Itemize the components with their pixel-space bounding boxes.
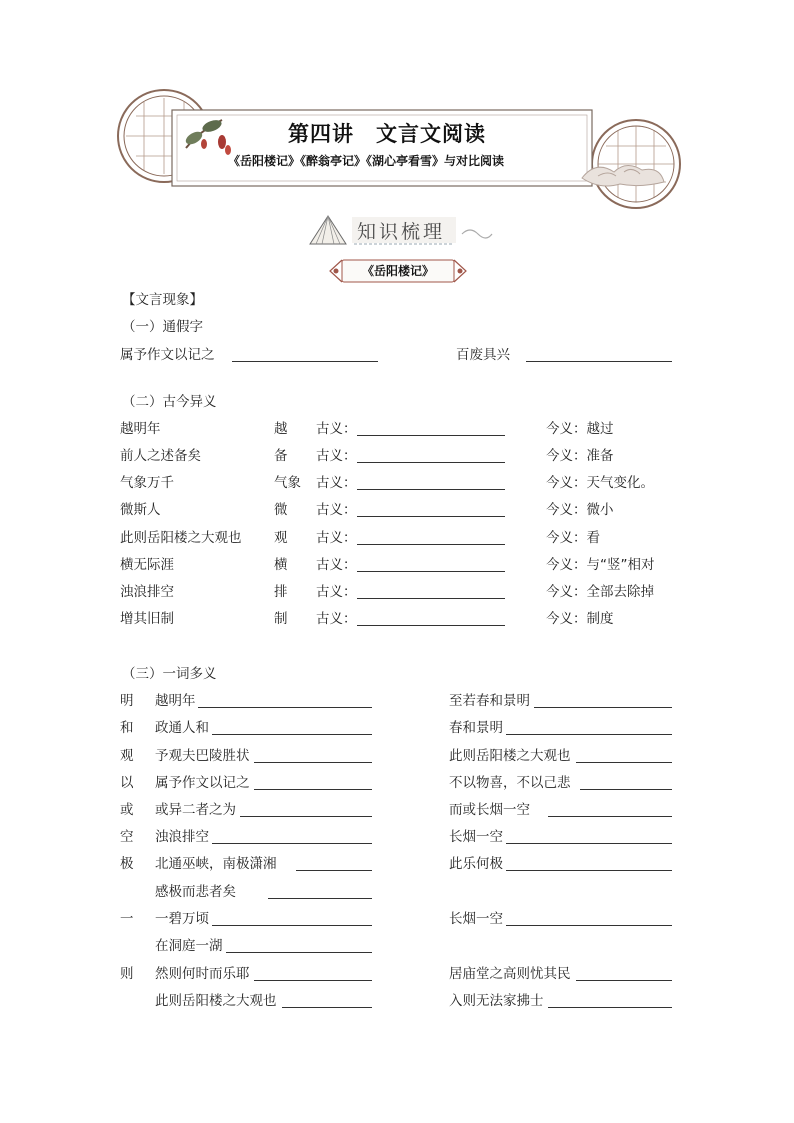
part2-phrase: 越明年	[120, 421, 161, 437]
part3-left-phrase: 此则岳阳楼之大观也	[155, 993, 277, 1009]
answer-blank[interactable]	[212, 843, 372, 844]
answer-blank[interactable]	[198, 707, 372, 708]
answer-blank[interactable]	[357, 598, 505, 599]
part3-left-phrase: 或异二者之为	[155, 802, 236, 818]
part2-modern: 今义：天气变化。	[546, 475, 654, 491]
answer-blank[interactable]	[576, 980, 672, 981]
part2-char: 制	[274, 611, 288, 627]
ancient-label: 古义：	[316, 557, 357, 573]
answer-blank[interactable]	[526, 361, 672, 362]
part2-char: 横	[274, 557, 288, 573]
ancient-label: 古义：	[316, 421, 357, 437]
part2-modern: 今义：看	[546, 530, 600, 546]
part3-right-phrase: 而或长烟一空	[449, 802, 530, 818]
answer-blank[interactable]	[534, 707, 672, 708]
part3-left-phrase: 政通人和	[155, 720, 209, 736]
part3-right-phrase: 春和景明	[449, 720, 503, 736]
answer-blank[interactable]	[357, 516, 505, 517]
answer-blank[interactable]	[282, 1007, 372, 1008]
part3-heading: （三）一词多义	[122, 666, 217, 682]
part2-phrase: 浊浪排空	[120, 584, 174, 600]
part3-left-phrase: 在洞庭一湖	[155, 938, 223, 954]
part1-item: 百废具兴	[456, 347, 510, 363]
answer-blank[interactable]	[506, 925, 672, 926]
part3-char: 以	[120, 775, 134, 791]
part3-right-phrase: 长烟一空	[449, 911, 503, 927]
answer-blank[interactable]	[296, 870, 372, 871]
answer-blank[interactable]	[254, 789, 372, 790]
ancient-label: 古义：	[316, 611, 357, 627]
answer-blank[interactable]	[576, 762, 672, 763]
answer-blank[interactable]	[254, 980, 372, 981]
part3-right-phrase: 至若春和景明	[449, 693, 530, 709]
answer-blank[interactable]	[254, 762, 372, 763]
part2-char: 备	[274, 448, 288, 464]
answer-blank[interactable]	[580, 789, 672, 790]
part2-char: 越	[274, 421, 288, 437]
part3-char: 明	[120, 693, 134, 709]
lesson-title: 第四讲 文言文阅读	[288, 121, 486, 146]
ancient-label: 古义：	[316, 502, 357, 518]
part3-right-phrase: 长烟一空	[449, 829, 503, 845]
ancient-label: 古义：	[316, 530, 357, 546]
part1-item: 属予作文以记之	[120, 347, 215, 363]
part3-right-phrase: 不以物喜，不以己悲	[449, 775, 571, 791]
part3-left-phrase: 属予作文以记之	[155, 775, 250, 791]
answer-blank[interactable]	[506, 734, 672, 735]
answer-blank[interactable]	[232, 361, 378, 362]
part2-phrase: 前人之述备矣	[120, 448, 201, 464]
answer-blank[interactable]	[212, 734, 372, 735]
part2-char: 观	[274, 530, 288, 546]
right-window-ornament	[592, 120, 680, 208]
answer-blank[interactable]	[357, 435, 505, 436]
part2-phrase: 微斯人	[120, 502, 161, 518]
ancient-label: 古义：	[316, 475, 357, 491]
part2-modern: 今义：准备	[546, 448, 614, 464]
answer-blank[interactable]	[226, 952, 372, 953]
part2-phrase: 增其旧制	[120, 611, 174, 627]
part3-left-phrase: 北通巫峡，南极潇湘	[155, 856, 277, 872]
part3-left-phrase: 予观夫巴陵胜状	[155, 748, 250, 764]
part3-right-phrase: 入则无法家拂士	[449, 993, 544, 1009]
part2-modern: 今义：微小	[546, 502, 614, 518]
answer-blank[interactable]	[548, 1007, 672, 1008]
answer-blank[interactable]	[548, 816, 672, 817]
part3-char: 则	[120, 966, 134, 982]
part2-modern: 今义：越过	[546, 421, 614, 437]
part2-modern: 今义：制度	[546, 611, 614, 627]
answer-blank[interactable]	[357, 462, 505, 463]
answer-blank[interactable]	[357, 489, 505, 490]
ancient-label: 古义：	[316, 584, 357, 600]
lesson-subtitle: 《岳阳楼记》《醉翁亭记》《湖心亭看雪》与对比阅读	[228, 154, 505, 168]
part3-char: 或	[120, 802, 134, 818]
part3-char: 一	[120, 911, 134, 927]
answer-blank[interactable]	[506, 870, 672, 871]
part3-right-phrase: 居庙堂之高则忧其民	[449, 966, 571, 982]
part3-left-phrase: 一碧万顷	[155, 911, 209, 927]
answer-blank[interactable]	[240, 816, 372, 817]
part1-heading: （一）通假字	[122, 319, 203, 335]
part2-char: 排	[274, 584, 288, 600]
part2-modern: 今义：与“竖”相对	[546, 557, 655, 573]
part2-char: 气象	[274, 475, 301, 491]
answer-blank[interactable]	[212, 925, 372, 926]
answer-blank[interactable]	[357, 571, 505, 572]
piece-title: 《岳阳楼记》	[361, 264, 434, 278]
section-badge-label: 知识梳理	[357, 221, 446, 243]
part3-left-phrase: 然则何时而乐耶	[155, 966, 250, 982]
answer-blank[interactable]	[506, 843, 672, 844]
part2-heading: （二）古今异义	[122, 394, 217, 410]
part2-modern: 今义：全部去除掉	[546, 584, 654, 600]
part2-phrase: 横无际涯	[120, 557, 174, 573]
answer-blank[interactable]	[268, 898, 372, 899]
answer-blank[interactable]	[357, 625, 505, 626]
section-heading: 【文言现象】	[122, 292, 203, 308]
part3-left-phrase: 浊浪排空	[155, 829, 209, 845]
part3-char: 观	[120, 748, 134, 764]
part2-phrase: 气象万千	[120, 475, 174, 491]
part3-right-phrase: 此乐何极	[449, 856, 503, 872]
part3-right-phrase: 此则岳阳楼之大观也	[449, 748, 571, 764]
part3-char: 极	[120, 856, 134, 872]
part3-left-phrase: 越明年	[155, 693, 196, 709]
ancient-label: 古义：	[316, 448, 357, 464]
part3-char: 空	[120, 829, 134, 845]
part2-char: 微	[274, 502, 288, 518]
part3-left-phrase: 感极而悲者矣	[155, 884, 236, 900]
part2-phrase: 此则岳阳楼之大观也	[120, 530, 242, 546]
answer-blank[interactable]	[357, 544, 505, 545]
part3-char: 和	[120, 720, 134, 736]
